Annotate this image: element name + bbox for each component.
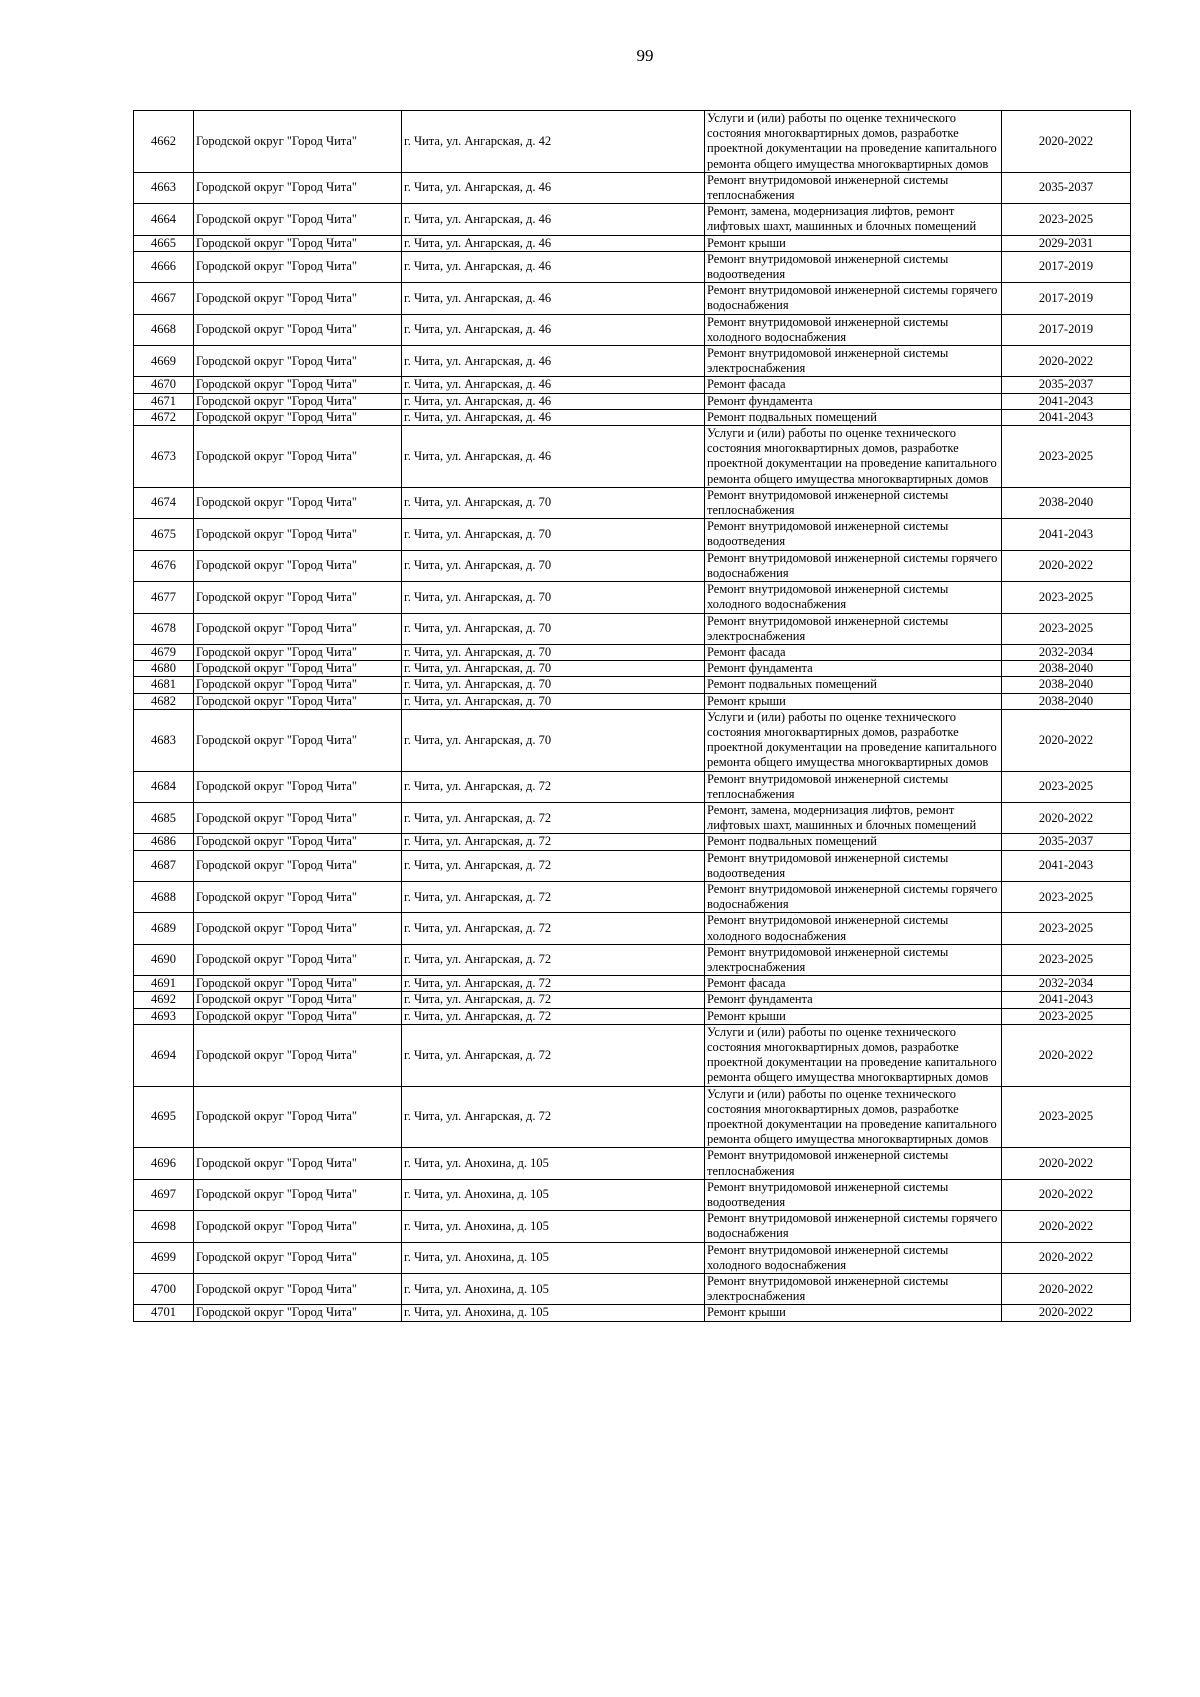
work-type-cell: Ремонт фундамента bbox=[705, 992, 1002, 1008]
address-cell: г. Чита, ул. Ангарская, д. 72 bbox=[402, 850, 705, 881]
table-row bbox=[134, 802, 1131, 833]
work-type-cell: Ремонт крыши bbox=[705, 693, 1002, 709]
municipality-cell: Городской округ "Город Чита" bbox=[194, 346, 402, 377]
period-cell: 2038-2040 bbox=[1002, 677, 1131, 693]
table-row bbox=[134, 550, 1131, 581]
table-row bbox=[134, 1148, 1131, 1179]
period-cell: 2035-2037 bbox=[1002, 172, 1131, 203]
period-cell: 2023-2025 bbox=[1002, 204, 1131, 235]
municipality-cell: Городской округ "Город Чита" bbox=[194, 1008, 402, 1024]
period-cell: 2023-2025 bbox=[1002, 1086, 1131, 1148]
work-type-cell: Ремонт внутридомовой инженерной системы водоотведения bbox=[705, 850, 1002, 881]
table-row bbox=[134, 834, 1131, 850]
address-cell: г. Чита, ул. Ангарская, д. 46 bbox=[402, 426, 705, 488]
address-cell: г. Чита, ул. Ангарская, д. 46 bbox=[402, 377, 705, 393]
work-type-cell: Ремонт фундамента bbox=[705, 661, 1002, 677]
work-type-cell: Ремонт внутридомовой инженерной системы электроснабжения bbox=[705, 613, 1002, 644]
work-type-cell: Ремонт крыши bbox=[705, 1008, 1002, 1024]
period-cell: 2041-2043 bbox=[1002, 992, 1131, 1008]
table-row bbox=[134, 283, 1131, 314]
municipality-cell: Городской округ "Город Чита" bbox=[194, 393, 402, 409]
address-cell: г. Чита, ул. Ангарская, д. 70 bbox=[402, 550, 705, 581]
row-number-cell: 4684 bbox=[134, 771, 194, 802]
municipality-cell: Городской округ "Город Чита" bbox=[194, 283, 402, 314]
address-cell: г. Чита, ул. Анохина, д. 105 bbox=[402, 1305, 705, 1321]
municipality-cell: Городской округ "Город Чита" bbox=[194, 992, 402, 1008]
period-cell: 2017-2019 bbox=[1002, 251, 1131, 282]
row-number-cell: 4690 bbox=[134, 944, 194, 975]
work-type-cell: Ремонт, замена, модернизация лифтов, ремонт лифтовых шахт, машинных и блочных помещений bbox=[705, 802, 1002, 833]
municipality-cell: Городской округ "Город Чита" bbox=[194, 426, 402, 488]
table-row bbox=[134, 709, 1131, 771]
municipality-cell: Городской округ "Город Чита" bbox=[194, 613, 402, 644]
period-cell: 2020-2022 bbox=[1002, 1242, 1131, 1273]
municipality-cell: Городской округ "Город Чита" bbox=[194, 834, 402, 850]
period-cell: 2041-2043 bbox=[1002, 850, 1131, 881]
work-type-cell: Ремонт внутридомовой инженерной системы теплоснабжения bbox=[705, 487, 1002, 518]
address-cell: г. Чита, ул. Ангарская, д. 70 bbox=[402, 487, 705, 518]
table-row bbox=[134, 1024, 1131, 1086]
work-type-cell: Ремонт внутридомовой инженерной системы горячего водоснабжения bbox=[705, 881, 1002, 912]
work-type-cell: Ремонт внутридомовой инженерной системы водоотведения bbox=[705, 251, 1002, 282]
municipality-cell: Городской округ "Город Чита" bbox=[194, 644, 402, 660]
row-number-cell: 4666 bbox=[134, 251, 194, 282]
row-number-cell: 4691 bbox=[134, 976, 194, 992]
table-row bbox=[134, 409, 1131, 425]
municipality-cell: Городской округ "Город Чита" bbox=[194, 944, 402, 975]
address-cell: г. Чита, ул. Ангарская, д. 70 bbox=[402, 661, 705, 677]
table-row bbox=[134, 850, 1131, 881]
municipality-cell: Городской округ "Город Чита" bbox=[194, 1305, 402, 1321]
work-type-cell: Ремонт внутридомовой инженерной системы теплоснабжения bbox=[705, 172, 1002, 203]
table-row bbox=[134, 519, 1131, 550]
table-row bbox=[134, 426, 1131, 488]
address-cell: г. Чита, ул. Ангарская, д. 70 bbox=[402, 644, 705, 660]
table-row bbox=[134, 693, 1131, 709]
address-cell: г. Чита, ул. Ангарская, д. 72 bbox=[402, 992, 705, 1008]
row-number-cell: 4681 bbox=[134, 677, 194, 693]
period-cell: 2020-2022 bbox=[1002, 1274, 1131, 1305]
period-cell: 2038-2040 bbox=[1002, 487, 1131, 518]
municipality-cell: Городской округ "Город Чита" bbox=[194, 913, 402, 944]
row-number-cell: 4697 bbox=[134, 1179, 194, 1210]
row-number-cell: 4664 bbox=[134, 204, 194, 235]
table-row bbox=[134, 1179, 1131, 1210]
municipality-cell: Городской округ "Город Чита" bbox=[194, 519, 402, 550]
municipality-cell: Городской округ "Город Чита" bbox=[194, 881, 402, 912]
address-cell: г. Чита, ул. Ангарская, д. 46 bbox=[402, 283, 705, 314]
period-cell: 2020-2022 bbox=[1002, 1211, 1131, 1242]
period-cell: 2041-2043 bbox=[1002, 519, 1131, 550]
period-cell: 2020-2022 bbox=[1002, 802, 1131, 833]
period-cell: 2020-2022 bbox=[1002, 709, 1131, 771]
row-number-cell: 4685 bbox=[134, 802, 194, 833]
address-cell: г. Чита, ул. Ангарская, д. 70 bbox=[402, 582, 705, 613]
row-number-cell: 4675 bbox=[134, 519, 194, 550]
period-cell: 2023-2025 bbox=[1002, 944, 1131, 975]
row-number-cell: 4695 bbox=[134, 1086, 194, 1148]
table-row bbox=[134, 1211, 1131, 1242]
municipality-cell: Городской округ "Город Чита" bbox=[194, 1086, 402, 1148]
municipality-cell: Городской округ "Город Чита" bbox=[194, 1242, 402, 1273]
work-type-cell: Ремонт подвальных помещений bbox=[705, 409, 1002, 425]
address-cell: г. Чита, ул. Ангарская, д. 72 bbox=[402, 1024, 705, 1086]
municipality-cell: Городской округ "Город Чита" bbox=[194, 409, 402, 425]
row-number-cell: 4686 bbox=[134, 834, 194, 850]
municipality-cell: Городской округ "Город Чита" bbox=[194, 693, 402, 709]
address-cell: г. Чита, ул. Ангарская, д. 46 bbox=[402, 172, 705, 203]
table-row bbox=[134, 111, 1131, 173]
page-number: 99 bbox=[636, 46, 654, 65]
period-cell: 2041-2043 bbox=[1002, 393, 1131, 409]
work-type-cell: Ремонт подвальных помещений bbox=[705, 834, 1002, 850]
period-cell: 2023-2025 bbox=[1002, 613, 1131, 644]
period-cell: 2020-2022 bbox=[1002, 346, 1131, 377]
municipality-cell: Городской округ "Город Чита" bbox=[194, 771, 402, 802]
table-row bbox=[134, 487, 1131, 518]
table-row bbox=[134, 172, 1131, 203]
work-type-cell: Ремонт внутридомовой инженерной системы теплоснабжения bbox=[705, 771, 1002, 802]
table-row bbox=[134, 1008, 1131, 1024]
municipality-cell: Городской округ "Город Чита" bbox=[194, 850, 402, 881]
row-number-cell: 4676 bbox=[134, 550, 194, 581]
municipality-cell: Городской округ "Город Чита" bbox=[194, 582, 402, 613]
period-cell: 2023-2025 bbox=[1002, 426, 1131, 488]
municipality-cell: Городской округ "Город Чита" bbox=[194, 1024, 402, 1086]
period-cell: 2017-2019 bbox=[1002, 283, 1131, 314]
table-row bbox=[134, 204, 1131, 235]
period-cell: 2032-2034 bbox=[1002, 644, 1131, 660]
table-row bbox=[134, 881, 1131, 912]
table-row bbox=[134, 235, 1131, 251]
address-cell: г. Чита, ул. Ангарская, д. 46 bbox=[402, 314, 705, 345]
municipality-cell: Городской округ "Город Чита" bbox=[194, 1179, 402, 1210]
row-number-cell: 4671 bbox=[134, 393, 194, 409]
work-type-cell: Услуги и (или) работы по оценке технического состояния многоквартирных домов, разработке проектной документации на проведение капитального ремонта общего имущества многоквартирных домов bbox=[705, 426, 1002, 488]
row-number-cell: 4683 bbox=[134, 709, 194, 771]
work-type-cell: Ремонт внутридомовой инженерной системы электроснабжения bbox=[705, 346, 1002, 377]
period-cell: 2020-2022 bbox=[1002, 1024, 1131, 1086]
municipality-cell: Городской округ "Город Чита" bbox=[194, 1148, 402, 1179]
municipality-cell: Городской округ "Город Чита" bbox=[194, 251, 402, 282]
work-type-cell: Ремонт внутридомовой инженерной системы водоотведения bbox=[705, 1179, 1002, 1210]
work-type-cell: Ремонт крыши bbox=[705, 1305, 1002, 1321]
row-number-cell: 4688 bbox=[134, 881, 194, 912]
municipality-cell: Городской округ "Город Чита" bbox=[194, 677, 402, 693]
period-cell: 2023-2025 bbox=[1002, 913, 1131, 944]
municipality-cell: Городской округ "Город Чита" bbox=[194, 550, 402, 581]
row-number-cell: 4667 bbox=[134, 283, 194, 314]
row-number-cell: 4699 bbox=[134, 1242, 194, 1273]
municipality-cell: Городской округ "Город Чита" bbox=[194, 314, 402, 345]
address-cell: г. Чита, ул. Анохина, д. 105 bbox=[402, 1274, 705, 1305]
table-row bbox=[134, 251, 1131, 282]
address-cell: г. Чита, ул. Ангарская, д. 46 bbox=[402, 409, 705, 425]
row-number-cell: 4669 bbox=[134, 346, 194, 377]
work-type-cell: Ремонт фундамента bbox=[705, 393, 1002, 409]
work-type-cell: Услуги и (или) работы по оценке технического состояния многоквартирных домов, разработке проектной документации на проведение капитального ремонта общего имущества многоквартирных домов bbox=[705, 709, 1002, 771]
address-cell: г. Чита, ул. Ангарская, д. 46 bbox=[402, 251, 705, 282]
work-type-cell: Ремонт фасада bbox=[705, 377, 1002, 393]
period-cell: 2023-2025 bbox=[1002, 881, 1131, 912]
table-row bbox=[134, 1086, 1131, 1148]
period-cell: 2023-2025 bbox=[1002, 582, 1131, 613]
row-number-cell: 4674 bbox=[134, 487, 194, 518]
address-cell: г. Чита, ул. Анохина, д. 105 bbox=[402, 1179, 705, 1210]
address-cell: г. Чита, ул. Ангарская, д. 72 bbox=[402, 944, 705, 975]
period-cell: 2020-2022 bbox=[1002, 1179, 1131, 1210]
table-row bbox=[134, 1242, 1131, 1273]
period-cell: 2017-2019 bbox=[1002, 314, 1131, 345]
table-row bbox=[134, 976, 1131, 992]
work-type-cell: Ремонт внутридомовой инженерной системы горячего водоснабжения bbox=[705, 550, 1002, 581]
work-type-cell: Ремонт фасада bbox=[705, 976, 1002, 992]
municipality-cell: Городской округ "Город Чита" bbox=[194, 172, 402, 203]
table-row bbox=[134, 314, 1131, 345]
table-row bbox=[134, 346, 1131, 377]
period-cell: 2023-2025 bbox=[1002, 1008, 1131, 1024]
table-row bbox=[134, 1305, 1131, 1321]
row-number-cell: 4677 bbox=[134, 582, 194, 613]
row-number-cell: 4662 bbox=[134, 111, 194, 173]
municipality-cell: Городской округ "Город Чита" bbox=[194, 377, 402, 393]
period-cell: 2038-2040 bbox=[1002, 661, 1131, 677]
municipality-cell: Городской округ "Город Чита" bbox=[194, 976, 402, 992]
row-number-cell: 4687 bbox=[134, 850, 194, 881]
address-cell: г. Чита, ул. Ангарская, д. 46 bbox=[402, 346, 705, 377]
table-row bbox=[134, 582, 1131, 613]
table-row bbox=[134, 644, 1131, 660]
address-cell: г. Чита, ул. Ангарская, д. 72 bbox=[402, 1008, 705, 1024]
work-type-cell: Ремонт внутридомовой инженерной системы холодного водоснабжения bbox=[705, 314, 1002, 345]
row-number-cell: 4701 bbox=[134, 1305, 194, 1321]
work-type-cell: Ремонт крыши bbox=[705, 235, 1002, 251]
address-cell: г. Чита, ул. Ангарская, д. 72 bbox=[402, 802, 705, 833]
address-cell: г. Чита, ул. Анохина, д. 105 bbox=[402, 1148, 705, 1179]
municipality-cell: Городской округ "Город Чита" bbox=[194, 235, 402, 251]
row-number-cell: 4693 bbox=[134, 1008, 194, 1024]
address-cell: г. Чита, ул. Анохина, д. 105 bbox=[402, 1242, 705, 1273]
work-type-cell: Ремонт внутридомовой инженерной системы электроснабжения bbox=[705, 944, 1002, 975]
row-number-cell: 4663 bbox=[134, 172, 194, 203]
row-number-cell: 4696 bbox=[134, 1148, 194, 1179]
municipality-cell: Городской округ "Город Чита" bbox=[194, 709, 402, 771]
municipality-cell: Городской округ "Город Чита" bbox=[194, 661, 402, 677]
municipality-cell: Городской округ "Город Чита" bbox=[194, 1274, 402, 1305]
period-cell: 2035-2037 bbox=[1002, 377, 1131, 393]
period-cell: 2020-2022 bbox=[1002, 1148, 1131, 1179]
work-type-cell: Ремонт внутридомовой инженерной системы горячего водоснабжения bbox=[705, 283, 1002, 314]
work-type-cell: Ремонт фасада bbox=[705, 644, 1002, 660]
work-type-cell: Услуги и (или) работы по оценке технического состояния многоквартирных домов, разработке проектной документации на проведение капитального ремонта общего имущества многоквартирных домов bbox=[705, 1086, 1002, 1148]
work-type-cell: Ремонт внутридомовой инженерной системы горячего водоснабжения bbox=[705, 1211, 1002, 1242]
address-cell: г. Чита, ул. Ангарская, д. 72 bbox=[402, 976, 705, 992]
table-row bbox=[134, 393, 1131, 409]
work-type-cell: Ремонт внутридомовой инженерной системы теплоснабжения bbox=[705, 1148, 1002, 1179]
work-type-cell: Ремонт внутридомовой инженерной системы холодного водоснабжения bbox=[705, 582, 1002, 613]
municipality-cell: Городской округ "Город Чита" bbox=[194, 1211, 402, 1242]
period-cell: 2032-2034 bbox=[1002, 976, 1131, 992]
work-type-cell: Ремонт, замена, модернизация лифтов, ремонт лифтовых шахт, машинных и блочных помещений bbox=[705, 204, 1002, 235]
address-cell: г. Чита, ул. Ангарская, д. 70 bbox=[402, 677, 705, 693]
row-number-cell: 4682 bbox=[134, 693, 194, 709]
row-number-cell: 4670 bbox=[134, 377, 194, 393]
table-row bbox=[134, 1274, 1131, 1305]
address-cell: г. Чита, ул. Ангарская, д. 72 bbox=[402, 881, 705, 912]
repair-schedule-table bbox=[133, 110, 1131, 1322]
row-number-cell: 4678 bbox=[134, 613, 194, 644]
address-cell: г. Чита, ул. Ангарская, д. 72 bbox=[402, 1086, 705, 1148]
table-row bbox=[134, 613, 1131, 644]
municipality-cell: Городской округ "Город Чита" bbox=[194, 111, 402, 173]
period-cell: 2038-2040 bbox=[1002, 693, 1131, 709]
table-row bbox=[134, 992, 1131, 1008]
work-type-cell: Услуги и (или) работы по оценке технического состояния многоквартирных домов, разработке проектной документации на проведение капитального ремонта общего имущества многоквартирных домов bbox=[705, 1024, 1002, 1086]
address-cell: г. Чита, ул. Ангарская, д. 46 bbox=[402, 204, 705, 235]
address-cell: г. Чита, ул. Анохина, д. 105 bbox=[402, 1211, 705, 1242]
table-row bbox=[134, 913, 1131, 944]
row-number-cell: 4668 bbox=[134, 314, 194, 345]
period-cell: 2020-2022 bbox=[1002, 111, 1131, 173]
row-number-cell: 4680 bbox=[134, 661, 194, 677]
work-type-cell: Ремонт подвальных помещений bbox=[705, 677, 1002, 693]
address-cell: г. Чита, ул. Ангарская, д. 70 bbox=[402, 709, 705, 771]
row-number-cell: 4672 bbox=[134, 409, 194, 425]
table-row bbox=[134, 661, 1131, 677]
table-row bbox=[134, 771, 1131, 802]
period-cell: 2041-2043 bbox=[1002, 409, 1131, 425]
municipality-cell: Городской округ "Город Чита" bbox=[194, 204, 402, 235]
address-cell: г. Чита, ул. Ангарская, д. 42 bbox=[402, 111, 705, 173]
period-cell: 2035-2037 bbox=[1002, 834, 1131, 850]
address-cell: г. Чита, ул. Ангарская, д. 70 bbox=[402, 613, 705, 644]
period-cell: 2029-2031 bbox=[1002, 235, 1131, 251]
address-cell: г. Чита, ул. Ангарская, д. 70 bbox=[402, 693, 705, 709]
row-number-cell: 4700 bbox=[134, 1274, 194, 1305]
row-number-cell: 4698 bbox=[134, 1211, 194, 1242]
municipality-cell: Городской округ "Город Чита" bbox=[194, 802, 402, 833]
municipality-cell: Городской округ "Город Чита" bbox=[194, 487, 402, 518]
address-cell: г. Чита, ул. Ангарская, д. 72 bbox=[402, 913, 705, 944]
row-number-cell: 4679 bbox=[134, 644, 194, 660]
table-row bbox=[134, 677, 1131, 693]
work-type-cell: Ремонт внутридомовой инженерной системы электроснабжения bbox=[705, 1274, 1002, 1305]
address-cell: г. Чита, ул. Ангарская, д. 72 bbox=[402, 834, 705, 850]
row-number-cell: 4692 bbox=[134, 992, 194, 1008]
work-type-cell: Ремонт внутридомовой инженерной системы холодного водоснабжения bbox=[705, 913, 1002, 944]
row-number-cell: 4689 bbox=[134, 913, 194, 944]
period-cell: 2023-2025 bbox=[1002, 771, 1131, 802]
work-type-cell: Ремонт внутридомовой инженерной системы водоотведения bbox=[705, 519, 1002, 550]
table-row bbox=[134, 377, 1131, 393]
address-cell: г. Чита, ул. Ангарская, д. 70 bbox=[402, 519, 705, 550]
row-number-cell: 4665 bbox=[134, 235, 194, 251]
work-type-cell: Ремонт внутридомовой инженерной системы холодного водоснабжения bbox=[705, 1242, 1002, 1273]
table-body bbox=[134, 111, 1131, 1322]
row-number-cell: 4673 bbox=[134, 426, 194, 488]
address-cell: г. Чита, ул. Ангарская, д. 72 bbox=[402, 771, 705, 802]
period-cell: 2020-2022 bbox=[1002, 550, 1131, 581]
work-type-cell: Услуги и (или) работы по оценке технического состояния многоквартирных домов, разработке проектной документации на проведение капитального ремонта общего имущества многоквартирных домов bbox=[705, 111, 1002, 173]
period-cell: 2020-2022 bbox=[1002, 1305, 1131, 1321]
address-cell: г. Чита, ул. Ангарская, д. 46 bbox=[402, 393, 705, 409]
address-cell: г. Чита, ул. Ангарская, д. 46 bbox=[402, 235, 705, 251]
row-number-cell: 4694 bbox=[134, 1024, 194, 1086]
table-row bbox=[134, 944, 1131, 975]
